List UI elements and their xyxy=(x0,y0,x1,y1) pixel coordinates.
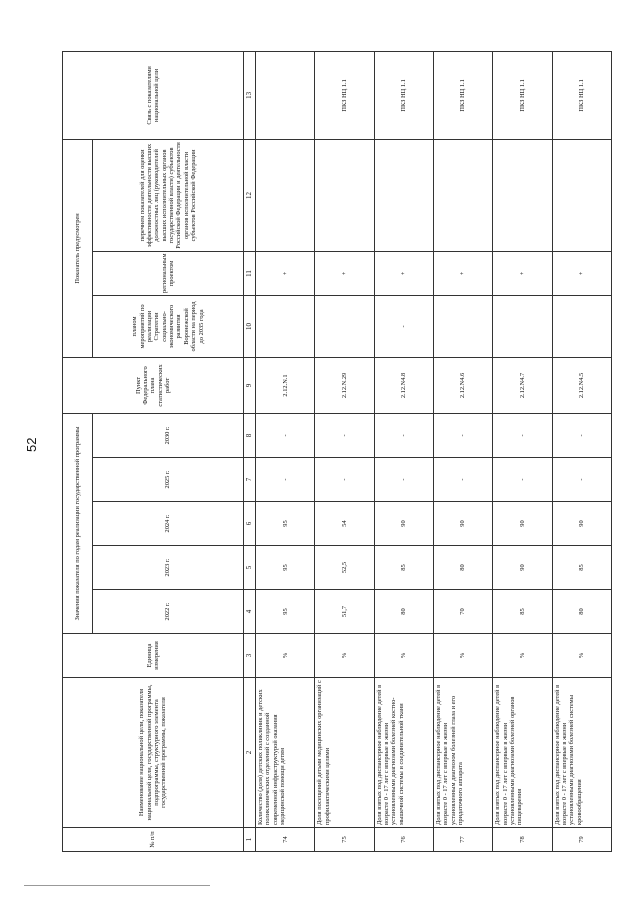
table-row xyxy=(315,51,374,851)
efficiency-list-mark xyxy=(315,139,374,251)
col-number: 7 xyxy=(243,458,255,502)
national-goal-link: ПКЗ НЦ 1.1 xyxy=(552,51,611,139)
national-goal-link: ПКЗ НЦ 1.1 xyxy=(493,51,552,139)
header-no: № п/п xyxy=(63,828,244,852)
value-2023: 52,5 xyxy=(315,546,374,590)
value-2022: 95 xyxy=(256,590,315,634)
value-2022: 80 xyxy=(552,590,611,634)
header-year-2023: 2023 г. xyxy=(93,546,244,590)
row-number: 78 xyxy=(493,828,552,852)
value-2025: - xyxy=(552,458,611,502)
header-unit: Единица измерения xyxy=(63,634,244,678)
col-number: 10 xyxy=(243,295,255,357)
strategy-plan-mark xyxy=(315,295,374,357)
table-row xyxy=(552,51,611,851)
value-2024: 90 xyxy=(433,502,492,546)
strategy-plan-mark xyxy=(552,295,611,357)
header-pred-plan: планом мероприятий по реализации Стратегии социально-экономического развития Воронежской области на период до 2035 года xyxy=(93,295,244,357)
fed-plan-item: 2.12.N4.8 xyxy=(374,357,433,413)
regional-project-mark: + xyxy=(433,251,492,295)
fed-plan-item: 2.12.N.1 xyxy=(256,357,315,413)
value-2024: 95 xyxy=(256,502,315,546)
regional-project-mark: + xyxy=(552,251,611,295)
table-row xyxy=(374,51,433,851)
col-number: 3 xyxy=(243,634,255,678)
value-2024: 90 xyxy=(493,502,552,546)
header-values-group: Значения показателя по годам реализации государственной программы xyxy=(63,413,93,633)
col-number: 2 xyxy=(243,678,255,828)
row-name: Доля взятых под диспансерное наблюдение детей в возрасте 0 - 17 лет с впервые в жизни установленными диагнозами болезней системы кровообращения xyxy=(552,678,611,828)
table-row xyxy=(493,51,552,851)
value-2024: 54 xyxy=(315,502,374,546)
value-2024: 90 xyxy=(552,502,611,546)
strategy-plan-mark xyxy=(433,295,492,357)
column-numbers-row xyxy=(243,51,255,851)
regional-project-mark: + xyxy=(493,251,552,295)
value-2022: 80 xyxy=(374,590,433,634)
footnote-rule xyxy=(24,885,210,886)
efficiency-list-mark xyxy=(552,139,611,251)
row-name: Доля взятых под диспансерное наблюдение детей в возрасте 0 - 17 лет с впервые в жизни установленным диагнозом болезней глаза и его придаточного аппарата xyxy=(433,678,492,828)
value-2022: 85 xyxy=(493,590,552,634)
col-number: 13 xyxy=(243,51,255,139)
col-number: 1 xyxy=(243,828,255,852)
value-2030: - xyxy=(552,413,611,457)
row-unit: % xyxy=(315,634,374,678)
header-year-2022: 2022 г. xyxy=(93,590,244,634)
col-number: 4 xyxy=(243,590,255,634)
row-unit: % xyxy=(433,634,492,678)
value-2030: - xyxy=(374,413,433,457)
efficiency-list-mark xyxy=(493,139,552,251)
value-2024: 90 xyxy=(374,502,433,546)
national-goal-link: ПКЗ НЦ 1.1 xyxy=(315,51,374,139)
rotated-table-wrapper xyxy=(62,52,612,852)
value-2030: - xyxy=(493,413,552,457)
indicators-table xyxy=(62,51,612,852)
efficiency-list-mark xyxy=(433,139,492,251)
row-name: Доля взятых под диспансерное наблюдение детей в возрасте 0 - 17 лет с впервые в жизни установленными диагнозами болезней костно-мышечной системы и соединительной ткани xyxy=(374,678,433,828)
value-2023: 80 xyxy=(433,546,492,590)
strategy-plan-mark xyxy=(493,295,552,357)
value-2030: - xyxy=(315,413,374,457)
header-predicates-group: Показатель предусмотрен xyxy=(63,139,93,357)
col-number: 11 xyxy=(243,251,255,295)
row-number: 76 xyxy=(374,828,433,852)
value-2030: - xyxy=(256,413,315,457)
value-2025: - xyxy=(374,458,433,502)
value-2025: - xyxy=(433,458,492,502)
row-unit: % xyxy=(256,634,315,678)
col-number: 9 xyxy=(243,357,255,413)
strategy-plan-mark: - xyxy=(374,295,433,357)
row-unit: % xyxy=(374,634,433,678)
value-2023: 95 xyxy=(256,546,315,590)
row-unit: % xyxy=(493,634,552,678)
header-year-2025: 2025 г. xyxy=(93,458,244,502)
national-goal-link xyxy=(256,51,315,139)
table-body xyxy=(256,51,612,851)
header-name: Наименование национальной цели, показателя национальной цели, государственной программы, подпрограммы, структурного элемента государственной программы, показателя xyxy=(63,678,244,828)
row-name: Доля взятых под диспансерное наблюдение детей в возрасте 0 - 17 лет с впервые в жизни установленными диагнозами болезней органов пищеварения xyxy=(493,678,552,828)
value-2023: 85 xyxy=(374,546,433,590)
regional-project-mark: + xyxy=(374,251,433,295)
national-goal-link: ПКЗ НЦ 1.1 xyxy=(374,51,433,139)
fed-plan-item: 2.12.N.29 xyxy=(315,357,374,413)
value-2023: 85 xyxy=(552,546,611,590)
table-row xyxy=(256,51,315,851)
regional-project-mark: + xyxy=(315,251,374,295)
col-number: 6 xyxy=(243,502,255,546)
row-number: 75 xyxy=(315,828,374,852)
col-number: 8 xyxy=(243,413,255,457)
national-goal-link: ПКЗ НЦ 1.1 xyxy=(433,51,492,139)
row-name: Количество (доля) детских поликлиник и детских поликлинических отделений с созданной современной инфраструктурой оказания медицинской помощи детям xyxy=(256,678,315,828)
row-number: 77 xyxy=(433,828,492,852)
row-number: 79 xyxy=(552,828,611,852)
header-fed-plan: Пункт Федерального плана статистических работ xyxy=(63,357,244,413)
value-2022: 51,7 xyxy=(315,590,374,634)
value-2030: - xyxy=(433,413,492,457)
table-row xyxy=(433,51,492,851)
fed-plan-item: 2.12.N4.6 xyxy=(433,357,492,413)
value-2025: - xyxy=(493,458,552,502)
col-number: 5 xyxy=(243,546,255,590)
fed-plan-item: 2.12.N4.7 xyxy=(493,357,552,413)
page-number: 52 xyxy=(24,437,39,452)
row-unit: % xyxy=(552,634,611,678)
header-pred-list: перечнем показателей для оценки эффективности деятельности высших должностных лиц (руководителей высших исполнительных органов государственной власти) субъектов Российской Федерации и деятельности органов исполнительной власти субъектов Российской Федерации xyxy=(93,139,244,251)
header-link: Связь с показателями национальной цели xyxy=(63,51,244,139)
fed-plan-item: 2.12.N4.5 xyxy=(552,357,611,413)
regional-project-mark: + xyxy=(256,251,315,295)
efficiency-list-mark xyxy=(374,139,433,251)
col-number: 12 xyxy=(243,139,255,251)
value-2023: 90 xyxy=(493,546,552,590)
strategy-plan-mark xyxy=(256,295,315,357)
value-2022: 70 xyxy=(433,590,492,634)
efficiency-list-mark xyxy=(256,139,315,251)
value-2025: - xyxy=(315,458,374,502)
row-name: Доля посещений детьми медицинских организаций с профилактическими целями xyxy=(315,678,374,828)
value-2025: - xyxy=(256,458,315,502)
row-number: 74 xyxy=(256,828,315,852)
header-year-2024: 2024 г. xyxy=(93,502,244,546)
header-pred-regproj: региональным проектом xyxy=(93,251,244,295)
header-year-2030: 2030 г. xyxy=(93,413,244,457)
